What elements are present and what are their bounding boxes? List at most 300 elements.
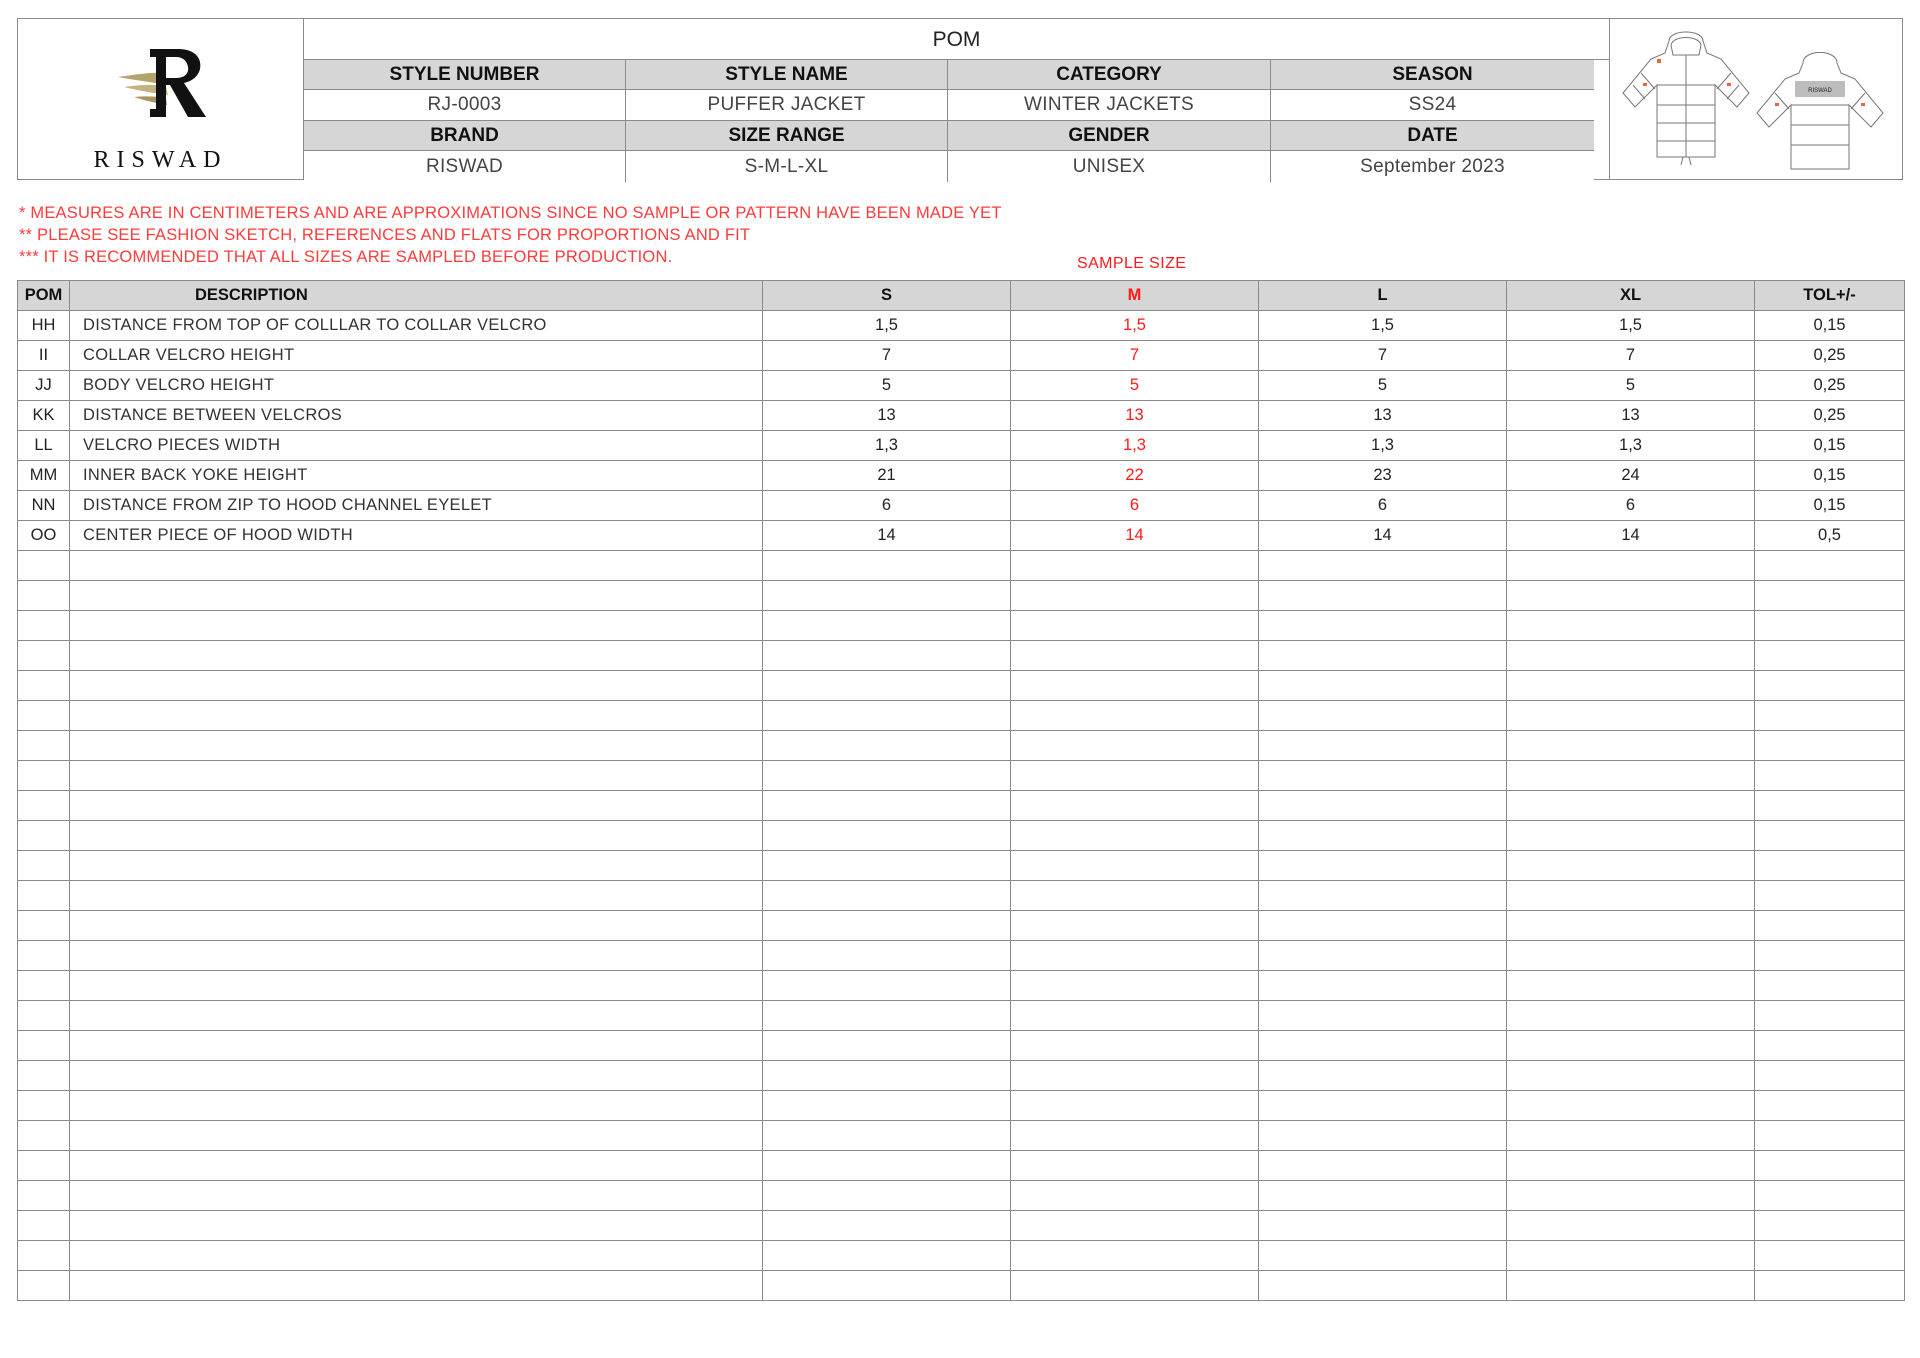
empty-cell [1507,1091,1755,1121]
empty-cell [763,881,1011,911]
empty-cell [1011,1151,1259,1181]
empty-cell [1011,641,1259,671]
measurement-notes [19,202,1002,268]
empty-cell [18,1241,70,1271]
empty-cell [1507,941,1755,971]
empty-cell [1011,551,1259,581]
empty-cell [18,1001,70,1031]
empty-cell [1755,791,1905,821]
empty-cell [1755,1061,1905,1091]
empty-cell [1507,671,1755,701]
empty-table-row [18,791,1905,821]
empty-cell [763,761,1011,791]
description-cell: DISTANCE FROM ZIP TO HOOD CHANNEL EYELET [70,491,763,521]
category-label: CATEGORY [948,60,1271,90]
empty-table-row [18,581,1905,611]
empty-table-row [18,881,1905,911]
size-range-label: SIZE RANGE [626,121,948,151]
empty-cell [1755,911,1905,941]
empty-cell [1259,1001,1507,1031]
tolerance-cell: 0,15 [1755,461,1905,491]
empty-table-row [18,761,1905,791]
empty-table-row [18,911,1905,941]
brand-wordmark: RISWAD [93,147,228,173]
table-body [18,311,1905,1301]
empty-cell [1011,1241,1259,1271]
empty-cell [1011,881,1259,911]
empty-cell [1259,761,1507,791]
empty-cell [70,1091,763,1121]
empty-cell [1507,701,1755,731]
column-header-m: M [1011,281,1259,311]
empty-cell [18,1061,70,1091]
empty-table-row [18,1241,1905,1271]
empty-cell [1507,1181,1755,1211]
empty-cell [1507,581,1755,611]
size-s-cell: 1,3 [763,431,1011,461]
table-row [18,371,1905,401]
empty-cell [1259,1031,1507,1061]
empty-table-row [18,1181,1905,1211]
empty-cell [763,1001,1011,1031]
empty-table-row [18,671,1905,701]
empty-cell [70,881,763,911]
empty-cell [1011,761,1259,791]
empty-cell [763,851,1011,881]
empty-table-row [18,1061,1905,1091]
empty-cell [1011,731,1259,761]
empty-cell [763,1241,1011,1271]
empty-cell [1755,1121,1905,1151]
empty-cell [18,1181,70,1211]
pom-code-cell: NN [18,491,70,521]
empty-table-row [18,851,1905,881]
empty-cell [1755,971,1905,1001]
size-m-cell: 1,3 [1011,431,1259,461]
empty-cell [1259,641,1507,671]
empty-cell [1259,791,1507,821]
empty-table-row [18,1121,1905,1151]
empty-cell [763,971,1011,1001]
tolerance-cell: 0,25 [1755,401,1905,431]
empty-cell [763,941,1011,971]
empty-table-row [18,551,1905,581]
empty-cell [763,911,1011,941]
pom-code-cell: JJ [18,371,70,401]
puffer-jacket-sketch-icon [1611,23,1901,175]
empty-cell [1011,911,1259,941]
empty-cell [70,641,763,671]
empty-cell [1259,701,1507,731]
riswad-monogram-logo [114,45,210,125]
empty-cell [70,671,763,701]
empty-cell [1259,1211,1507,1241]
column-header-l: L [1259,281,1507,311]
empty-cell [70,761,763,791]
empty-cell [763,1061,1011,1091]
empty-table-row [18,1031,1905,1061]
size-xl-cell: 13 [1507,401,1755,431]
empty-cell [1755,851,1905,881]
pom-code-cell: MM [18,461,70,491]
style-info-grid [304,60,1609,182]
size-m-cell: 22 [1011,461,1259,491]
empty-cell [1755,1211,1905,1241]
pom-code-cell: HH [18,311,70,341]
size-s-cell: 5 [763,371,1011,401]
size-l-cell: 1,3 [1259,431,1507,461]
empty-cell [1507,1031,1755,1061]
empty-cell [763,551,1011,581]
empty-cell [18,611,70,641]
empty-cell [1507,611,1755,641]
empty-cell [18,1031,70,1061]
size-xl-cell: 7 [1507,341,1755,371]
size-m-cell: 5 [1011,371,1259,401]
table-row [18,491,1905,521]
pom-code-cell: OO [18,521,70,551]
empty-cell [18,1211,70,1241]
pom-code-cell: KK [18,401,70,431]
empty-cell [763,821,1011,851]
size-s-cell: 13 [763,401,1011,431]
description-cell: INNER BACK YOKE HEIGHT [70,461,763,491]
empty-cell [70,611,763,641]
size-s-cell: 7 [763,341,1011,371]
empty-cell [18,731,70,761]
style-number-value: RJ-0003 [304,90,626,121]
empty-cell [70,1241,763,1271]
empty-cell [1755,701,1905,731]
brand-logo [18,19,304,179]
table-row [18,431,1905,461]
brand-label: BRAND [304,121,626,151]
empty-cell [1755,1181,1905,1211]
empty-cell [1011,1061,1259,1091]
gender-label: GENDER [948,121,1271,151]
empty-cell [1507,1271,1755,1301]
empty-cell [1755,1091,1905,1121]
empty-cell [1011,941,1259,971]
empty-cell [18,701,70,731]
empty-cell [1259,851,1507,881]
empty-cell [1259,551,1507,581]
column-header-s: S [763,281,1011,311]
description-cell: DISTANCE FROM TOP OF COLLLAR TO COLLAR VELCRO [70,311,763,341]
column-header-xl: XL [1507,281,1755,311]
table-row [18,311,1905,341]
empty-cell [1259,941,1507,971]
empty-cell [763,1091,1011,1121]
note-line: *** IT IS RECOMMENDED THAT ALL SIZES ARE SAMPLED BEFORE PRODUCTION. [19,248,673,266]
empty-cell [1507,1061,1755,1091]
size-xl-cell: 14 [1507,521,1755,551]
empty-cell [763,1151,1011,1181]
empty-cell [70,1151,763,1181]
empty-cell [763,701,1011,731]
empty-cell [1259,581,1507,611]
empty-cell [70,701,763,731]
empty-cell [70,851,763,881]
empty-cell [1507,791,1755,821]
spec-header [17,18,1903,180]
size-l-cell: 1,5 [1259,311,1507,341]
empty-cell [1507,1211,1755,1241]
pom-measurement-table [17,280,1905,1301]
empty-cell [763,1031,1011,1061]
description-cell: BODY VELCRO HEIGHT [70,371,763,401]
empty-cell [18,1271,70,1301]
brand-value: RISWAD [304,151,626,182]
empty-cell [1507,551,1755,581]
empty-cell [763,731,1011,761]
empty-cell [1011,581,1259,611]
empty-cell [1259,1271,1507,1301]
empty-cell [1755,1271,1905,1301]
empty-cell [18,551,70,581]
empty-cell [1507,731,1755,761]
table-row [18,401,1905,431]
size-l-cell: 14 [1259,521,1507,551]
empty-cell [763,641,1011,671]
empty-cell [70,911,763,941]
table-header-row [18,281,1905,311]
size-s-cell: 6 [763,491,1011,521]
size-xl-cell: 1,5 [1507,311,1755,341]
size-l-cell: 6 [1259,491,1507,521]
empty-cell [1011,1091,1259,1121]
size-m-cell: 6 [1011,491,1259,521]
description-cell: CENTER PIECE OF HOOD WIDTH [70,521,763,551]
column-header-description: DESCRIPTION [70,281,763,311]
empty-cell [1507,971,1755,1001]
empty-cell [1259,1151,1507,1181]
empty-cell [70,1031,763,1061]
tolerance-cell: 0,15 [1755,311,1905,341]
empty-cell [1259,731,1507,761]
empty-table-row [18,641,1905,671]
empty-cell [1507,1151,1755,1181]
empty-cell [1259,1181,1507,1211]
tolerance-cell: 0,15 [1755,491,1905,521]
size-s-cell: 1,5 [763,311,1011,341]
empty-table-row [18,1271,1905,1301]
pom-code-cell: II [18,341,70,371]
empty-cell [1755,1001,1905,1031]
size-xl-cell: 24 [1507,461,1755,491]
empty-cell [1755,1151,1905,1181]
empty-cell [70,1121,763,1151]
description-cell: DISTANCE BETWEEN VELCROS [70,401,763,431]
sample-size-label: SAMPLE SIZE [1077,255,1187,272]
empty-cell [18,1121,70,1151]
empty-cell [70,1061,763,1091]
size-xl-cell: 6 [1507,491,1755,521]
empty-cell [70,971,763,1001]
column-header-tolerance: TOL+/- [1755,281,1905,311]
empty-cell [1755,941,1905,971]
size-m-cell: 14 [1011,521,1259,551]
empty-cell [70,1181,763,1211]
size-m-cell: 1,5 [1011,311,1259,341]
empty-cell [70,731,763,761]
empty-cell [763,581,1011,611]
sketch-back-label: RISWAD [1808,88,1832,94]
size-m-cell: 13 [1011,401,1259,431]
empty-cell [1011,1181,1259,1211]
column-header-pom: POM [18,281,70,311]
empty-cell [763,1271,1011,1301]
empty-cell [1507,911,1755,941]
empty-cell [1011,671,1259,701]
empty-cell [18,851,70,881]
empty-cell [70,1211,763,1241]
empty-cell [1259,971,1507,1001]
empty-cell [70,941,763,971]
empty-cell [70,1271,763,1301]
empty-cell [1507,1121,1755,1151]
empty-cell [1755,551,1905,581]
empty-cell [1755,581,1905,611]
empty-cell [1011,611,1259,641]
empty-cell [763,1211,1011,1241]
empty-cell [70,791,763,821]
empty-cell [1259,611,1507,641]
empty-cell [1011,1031,1259,1061]
empty-cell [1259,1241,1507,1271]
empty-cell [1507,881,1755,911]
empty-cell [1755,1241,1905,1271]
empty-cell [18,821,70,851]
empty-cell [1755,731,1905,761]
empty-cell [70,821,763,851]
tolerance-cell: 0,25 [1755,341,1905,371]
sheet-title: POM [304,19,1609,60]
empty-cell [1011,1271,1259,1301]
empty-cell [1755,641,1905,671]
empty-cell [1507,641,1755,671]
style-name-label: STYLE NAME [626,60,948,90]
empty-cell [763,671,1011,701]
size-l-cell: 5 [1259,371,1507,401]
table-row [18,341,1905,371]
empty-cell [18,911,70,941]
empty-cell [18,671,70,701]
size-s-cell: 14 [763,521,1011,551]
tolerance-cell: 0,15 [1755,431,1905,461]
empty-cell [18,941,70,971]
empty-table-row [18,1091,1905,1121]
note-line: ** PLEASE SEE FASHION SKETCH, REFERENCES AND FLATS FOR PROPORTIONS AND FIT [19,226,751,244]
tolerance-cell: 0,5 [1755,521,1905,551]
empty-cell [1259,821,1507,851]
empty-cell [1259,1091,1507,1121]
category-value: WINTER JACKETS [948,90,1271,121]
empty-cell [18,1091,70,1121]
empty-cell [1507,821,1755,851]
size-l-cell: 13 [1259,401,1507,431]
empty-cell [18,791,70,821]
empty-cell [18,761,70,791]
empty-cell [18,1151,70,1181]
empty-cell [1755,1031,1905,1061]
size-l-cell: 23 [1259,461,1507,491]
empty-cell [70,581,763,611]
empty-cell [1011,821,1259,851]
date-value: September 2023 [1271,151,1594,182]
style-info-table [304,19,1610,179]
empty-cell [1259,1121,1507,1151]
pom-code-cell: LL [18,431,70,461]
style-number-label: STYLE NUMBER [304,60,626,90]
empty-table-row [18,1151,1905,1181]
table-row [18,521,1905,551]
size-m-cell: 7 [1011,341,1259,371]
empty-table-row [18,1211,1905,1241]
gender-value: UNISEX [948,151,1271,182]
empty-cell [1755,611,1905,641]
date-label: DATE [1271,121,1594,151]
empty-cell [1011,851,1259,881]
empty-cell [1011,701,1259,731]
empty-table-row [18,821,1905,851]
empty-cell [1011,1001,1259,1031]
empty-cell [1011,791,1259,821]
empty-cell [1259,671,1507,701]
size-range-value: S-M-L-XL [626,151,948,182]
empty-cell [18,641,70,671]
empty-table-row [18,971,1905,1001]
empty-cell [1755,761,1905,791]
empty-cell [1507,1241,1755,1271]
season-value: SS24 [1271,90,1594,121]
empty-cell [1011,1211,1259,1241]
description-cell: COLLAR VELCRO HEIGHT [70,341,763,371]
empty-cell [763,611,1011,641]
size-xl-cell: 5 [1507,371,1755,401]
empty-cell [18,971,70,1001]
empty-cell [1755,821,1905,851]
empty-cell [1507,851,1755,881]
empty-cell [763,1181,1011,1211]
empty-cell [1755,671,1905,701]
empty-cell [1507,1001,1755,1031]
empty-cell [18,581,70,611]
empty-table-row [18,701,1905,731]
empty-cell [763,791,1011,821]
empty-cell [1259,911,1507,941]
season-label: SEASON [1271,60,1594,90]
note-line: * MEASURES ARE IN CENTIMETERS AND ARE APPROXIMATIONS SINCE NO SAMPLE OR PATTERN HAVE BEEN MADE YET [19,204,1002,222]
size-l-cell: 7 [1259,341,1507,371]
size-s-cell: 21 [763,461,1011,491]
empty-cell [763,1121,1011,1151]
size-xl-cell: 1,3 [1507,431,1755,461]
empty-cell [70,551,763,581]
empty-cell [1259,881,1507,911]
empty-cell [1011,971,1259,1001]
empty-table-row [18,611,1905,641]
tolerance-cell: 0,25 [1755,371,1905,401]
empty-cell [1507,761,1755,791]
empty-table-row [18,1001,1905,1031]
empty-table-row [18,731,1905,761]
description-cell: VELCRO PIECES WIDTH [70,431,763,461]
empty-table-row [18,941,1905,971]
style-name-value: PUFFER JACKET [626,90,948,121]
empty-cell [1259,1061,1507,1091]
empty-cell [18,881,70,911]
